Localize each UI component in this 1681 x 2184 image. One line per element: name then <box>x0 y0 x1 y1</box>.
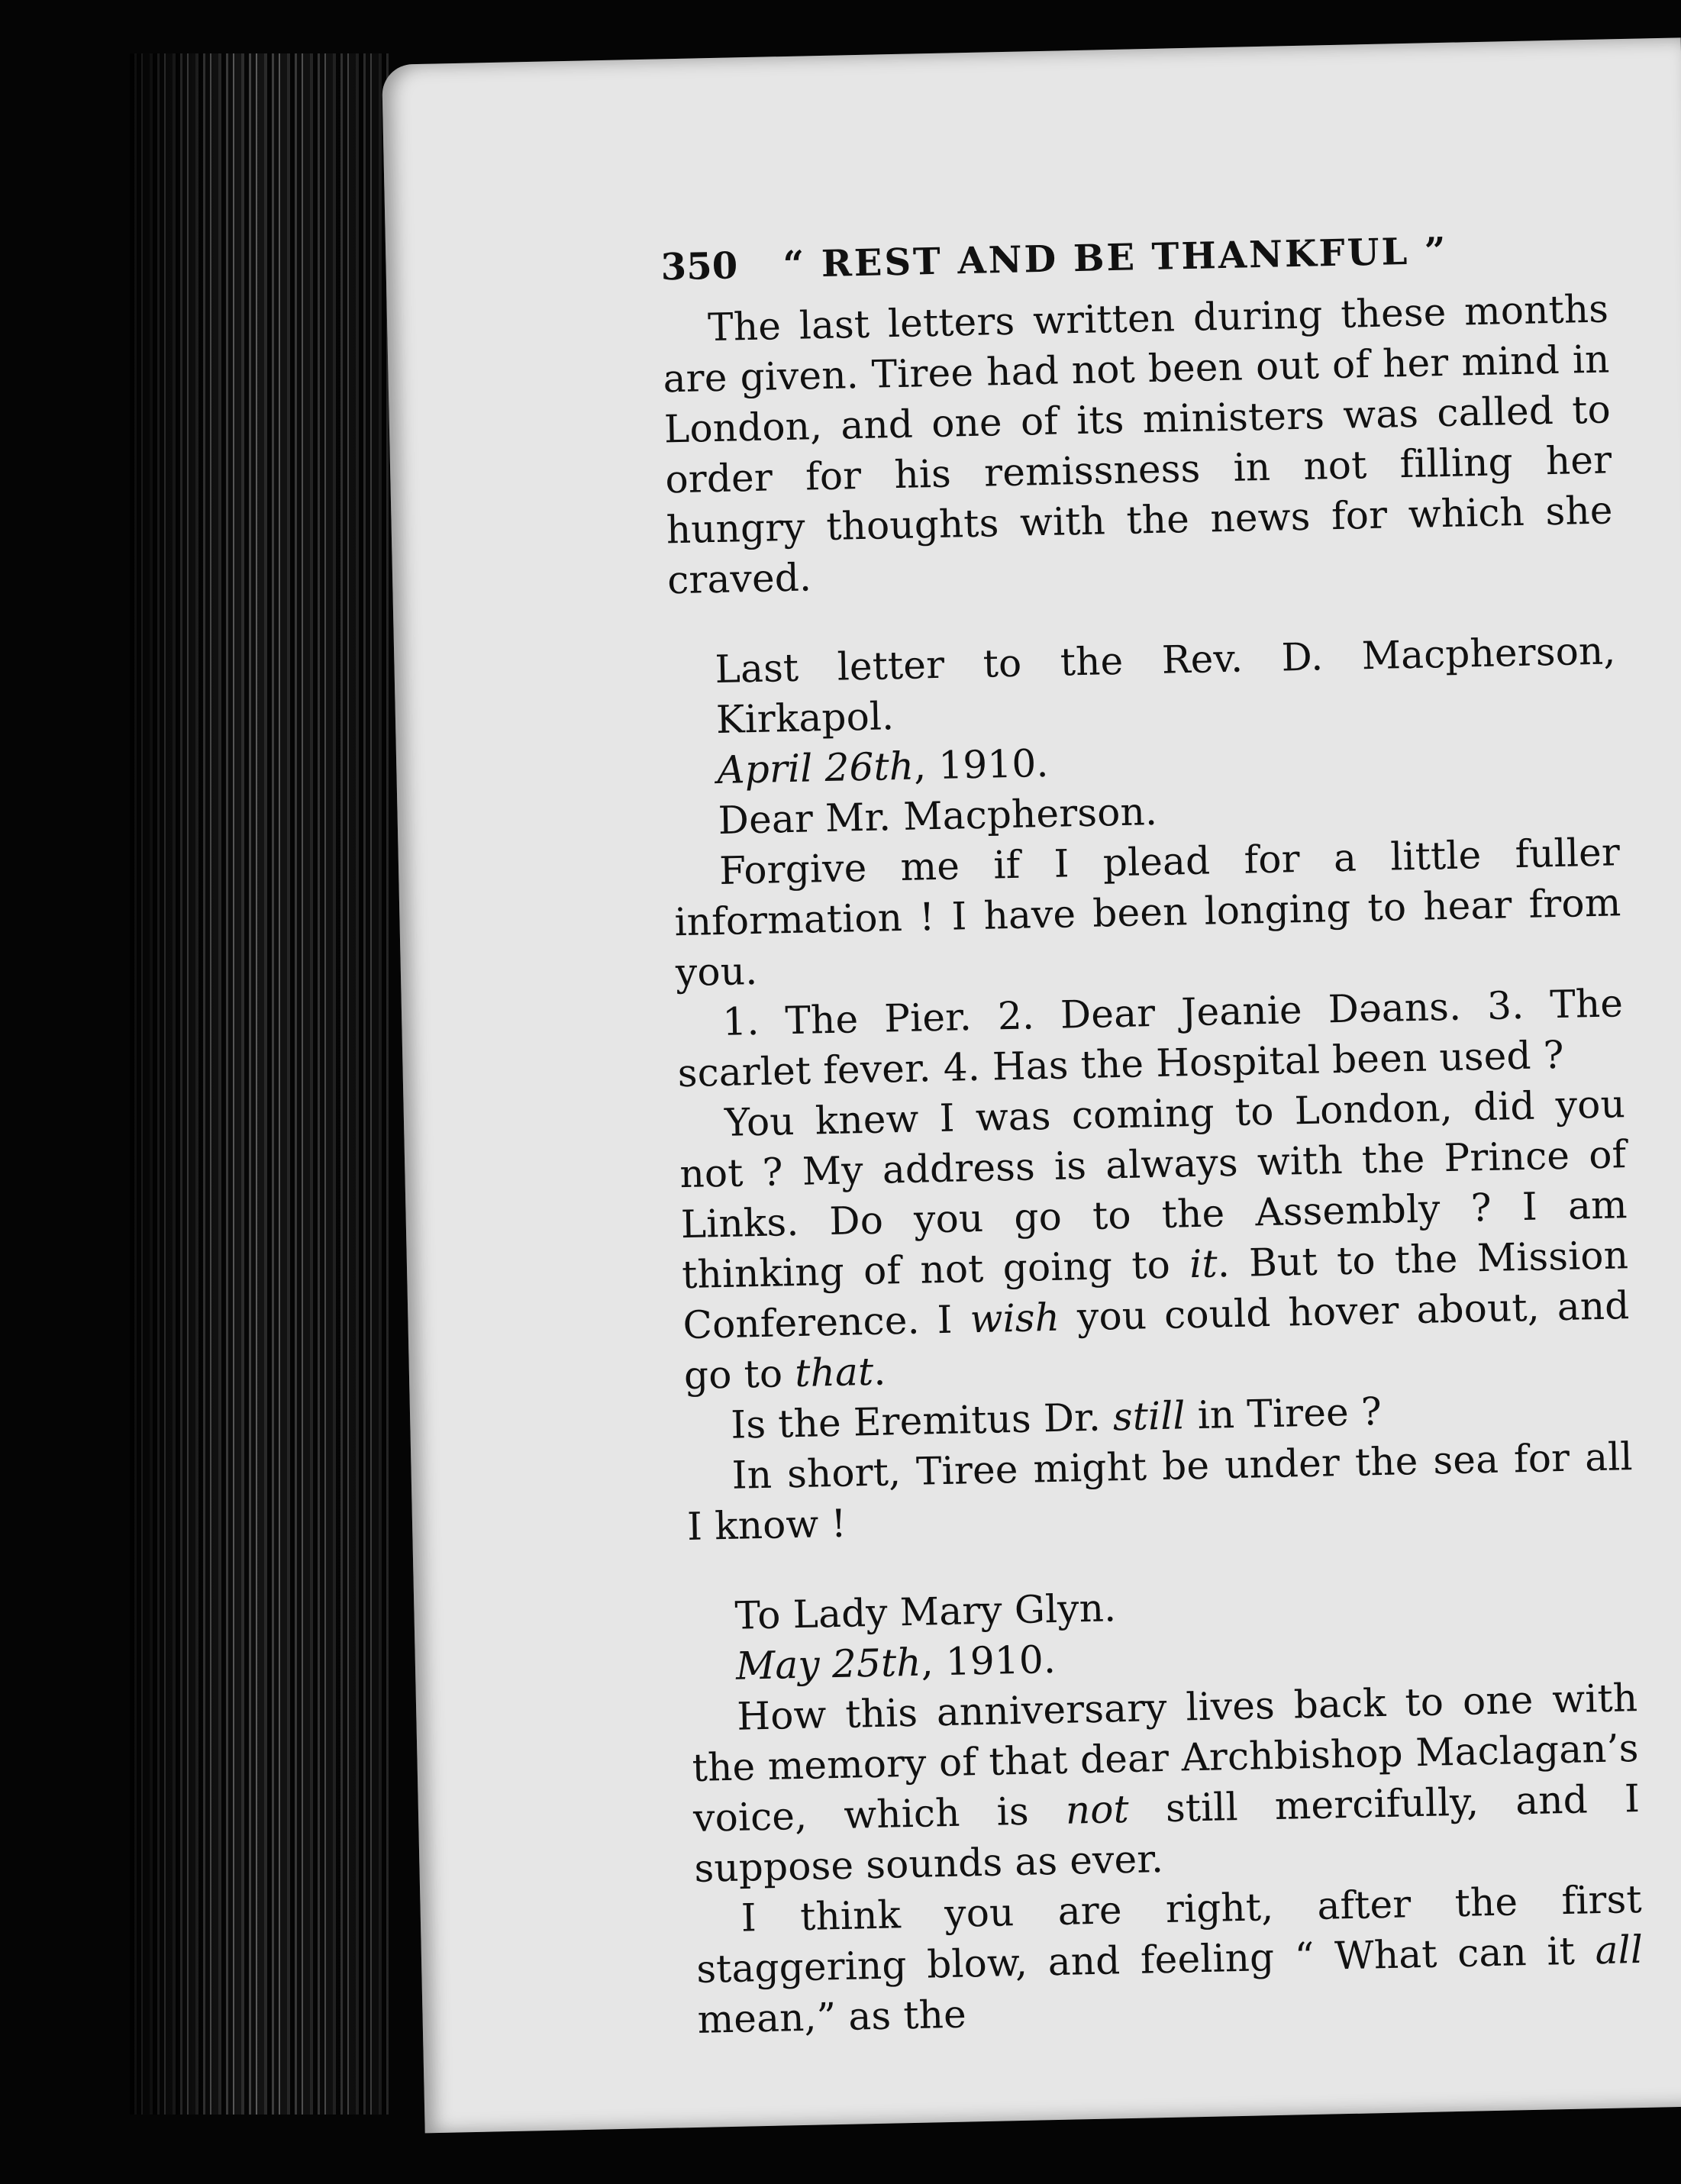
letter-paragraph <box>695 1874 1644 2045</box>
text-run: Is the Eremitus Dr. <box>730 1395 1114 1447</box>
date-day: May 25th <box>735 1640 922 1689</box>
italic-run: wish <box>970 1295 1060 1342</box>
date-day: April 26th <box>716 744 915 792</box>
book-page <box>382 37 1681 2133</box>
letter-heading: Last letter to the Rev. D. Macpherson, Kirkapol. <box>715 628 1617 743</box>
text-run: . But to the Mission Conference. I <box>682 1233 1629 1348</box>
italic-run: it <box>1189 1241 1218 1287</box>
italic-run: all <box>1595 1927 1644 1973</box>
running-title: “ REST AND BE THANKFUL ” <box>782 229 1449 287</box>
italic-run: not <box>1065 1787 1130 1833</box>
text-run: I think you are right, after the first staggering blow, and feeling “ What can it <box>695 1876 1643 1992</box>
page-number: 350 <box>660 244 738 289</box>
text-run: . <box>873 1349 886 1394</box>
page-edges-shadow <box>130 53 389 2115</box>
italic-run: that <box>794 1349 874 1396</box>
text-run: mean,” as the <box>697 1992 967 2042</box>
text-run: still mercifully, and I suppose sounds as ever. <box>693 1776 1641 1891</box>
text-run: in Tiree ? <box>1185 1389 1383 1438</box>
text-run: you could hover about, and go to <box>683 1283 1630 1398</box>
letter-paragraph: 1. The Pier. 2. Dear Jeanie Dəans. 3. The scarlet fever. 4. Has the Hospital been used ? <box>677 981 1624 1096</box>
italic-run: still <box>1112 1393 1186 1440</box>
salutation: Dear Mr. Macpherson. <box>718 789 1158 843</box>
text-run: You knew I was coming to London, did you not ? My address is always with the Prince of Links. Do you go to the Assembly ? I am thinking of not going to <box>679 1082 1628 1298</box>
letter-paragraph: Forgive me if I plead for a little fuller information ! I have been longing to hear from you. <box>673 830 1621 995</box>
running-head <box>660 222 1608 292</box>
date-year: , 1910. <box>913 740 1050 789</box>
letter-heading: To Lady Mary Glyn. <box>734 1586 1117 1638</box>
letter-paragraph <box>678 1079 1631 1401</box>
date-year: , 1910. <box>921 1637 1057 1685</box>
letter-paragraph: In short, Tiree might be under the sea for all I know ! <box>686 1434 1634 1550</box>
page-text <box>660 222 1644 2044</box>
text-run: How this anniversary lives back to one with the memory of that dear Archbishop Maclagan’s voice, which is <box>692 1676 1640 1840</box>
intro-paragraph: The last letters written during these months are given. Tiree had not been out of her mind in London, and one of its ministers was called to order for his remissness in not filling her hungry thoughts with the news for which she craved. <box>663 286 1614 603</box>
letter-paragraph <box>691 1673 1641 1894</box>
